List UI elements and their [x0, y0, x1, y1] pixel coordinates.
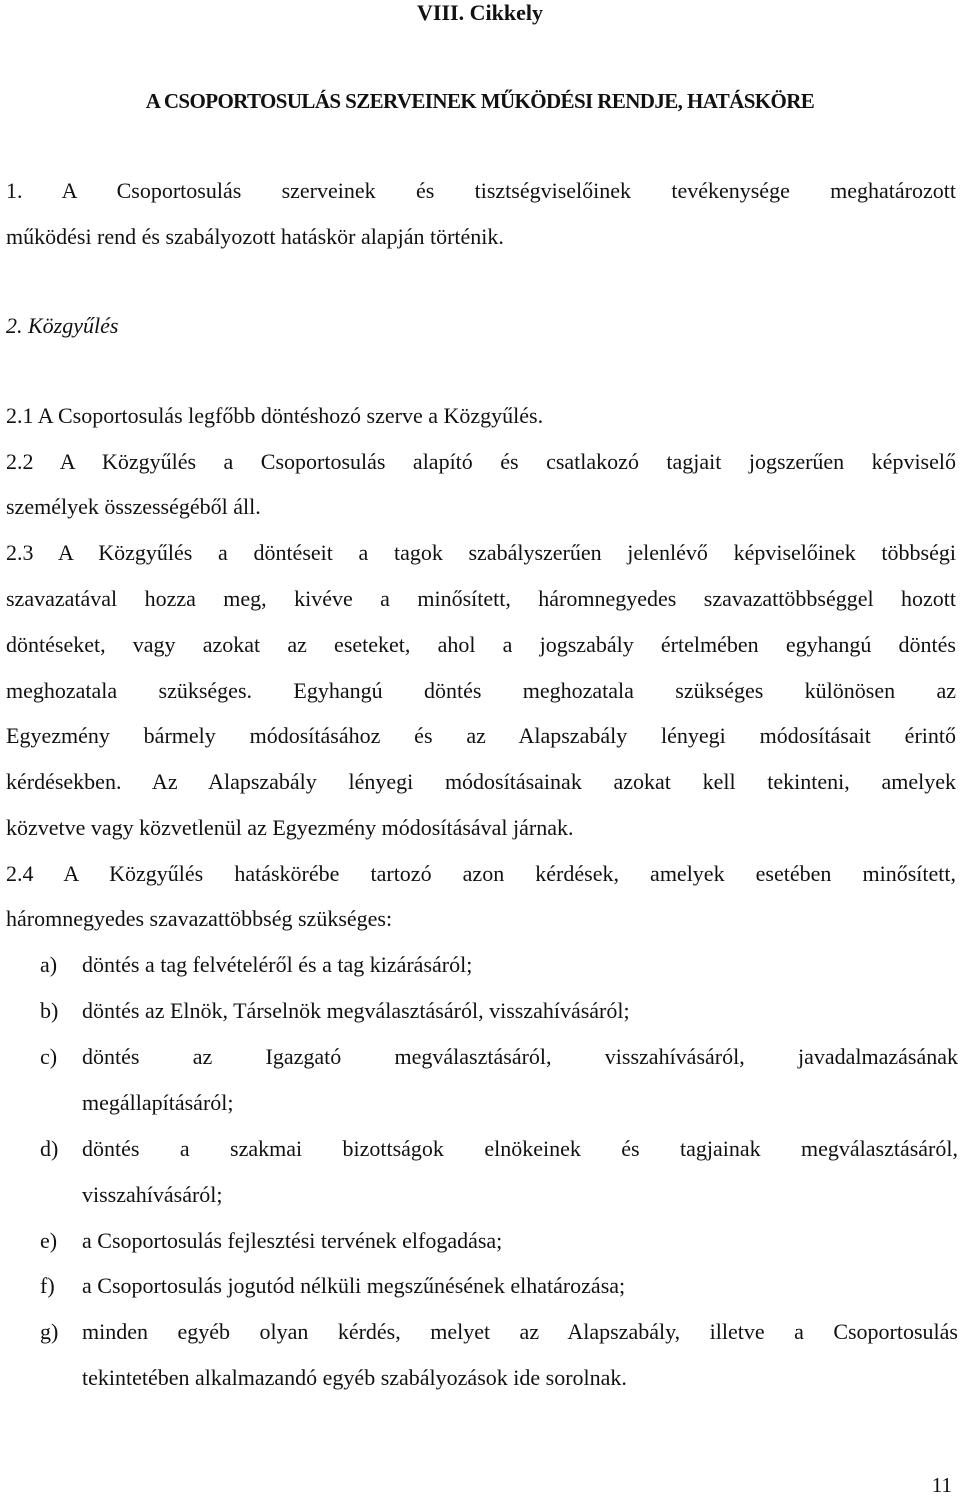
section-title: A CSOPORTOSULÁS SZERVEINEK MŰKÖDÉSI RENDJE, HATÁSKÖRE — [145, 89, 815, 113]
paragraph-2-3-line-5: Egyezmény bármely módosításához és az Alapszabály lényegi módosításait érintő — [6, 723, 956, 748]
list-text: minden egyéb olyan kérdés, melyet az Alapszabály, illetve a Csoportosulás — [82, 1319, 958, 1344]
paragraph-2-3-line-6: kérdésekben. Az Alapszabály lényegi módosításainak azokat kell tekinteni, amelyek — [6, 769, 956, 794]
paragraph-2-1: 2.1 A Csoportosulás legfőbb döntéshozó szerve a Közgyűlés. — [6, 403, 544, 428]
paragraph-2-3-line-4: meghozatala szükséges. Egyhangú döntés meghozatala szükséges különösen az — [6, 678, 956, 703]
paragraph-2-4-line-1: 2.4 A Közgyűlés hatáskörébe tartozó azon kérdések, amelyek esetében minősített, — [6, 861, 956, 886]
list-label: e) — [40, 1228, 58, 1253]
paragraph-2-2-line-2: személyek összességéből áll. — [6, 494, 261, 519]
list-label: g) — [40, 1319, 59, 1344]
list-label: d) — [40, 1136, 59, 1161]
list-label: a) — [40, 952, 58, 977]
paragraph-2-2-line-1: 2.2 A Közgyűlés a Csoportosulás alapító és csatlakozó tagjait jogszerűen képviselő — [6, 449, 956, 474]
list-text: a Csoportosulás fejlesztési tervének elfogadása; — [82, 1228, 503, 1253]
list-text: döntés a szakmai bizottságok elnökeinek és tagjainak megválasztásáról, — [82, 1136, 958, 1161]
article-heading: VIII. Cikkely — [417, 0, 543, 25]
list-text: a Csoportosulás jogutód nélküli megszűnésének elhatározása; — [82, 1273, 626, 1298]
page-number: 11 — [931, 1473, 952, 1497]
paragraph-2-4-line-2: háromnegyedes szavazattöbbség szükséges: — [6, 906, 393, 931]
paragraph-2-3-line-3: döntéseket, vagy azokat az eseteket, ahol a jogszabály értelmében egyhangú döntés — [6, 632, 956, 657]
paragraph-2-3-line-1: 2.3 A Közgyűlés a döntéseit a tagok szabályszerűen jelenlévő képviselőinek többségi — [6, 540, 956, 565]
paragraph-1-line-1: 1. A Csoportosulás szerveinek és tisztségviselőinek tevékenysége meghatározott — [6, 178, 956, 203]
list-label: c) — [40, 1044, 58, 1069]
list-text: döntés az Elnök, Társelnök megválasztásáról, visszahívásáról; — [82, 998, 630, 1023]
list-label: f) — [40, 1273, 55, 1298]
list-label: b) — [40, 998, 59, 1023]
list-text: döntés az Igazgató megválasztásáról, visszahívásáról, javadalmazásának — [82, 1044, 958, 1069]
list-text-continuation: visszahívásáról; — [82, 1182, 223, 1207]
paragraph-2-3-line-2: szavazatával hozza meg, kivéve a minősített, háromnegyedes szavazattöbbséggel hozott — [6, 586, 956, 611]
list-text: döntés a tag felvételéről és a tag kizárásáról; — [82, 952, 473, 977]
list-text-continuation: tekintetében alkalmazandó egyéb szabályozások ide sorolnak. — [82, 1365, 627, 1390]
subheading-kozgyules: 2. Közgyűlés — [6, 313, 119, 338]
list-text-continuation: megállapításáról; — [82, 1090, 234, 1115]
paragraph-2-3-line-7: közvetve vagy közvetlenül az Egyezmény módosításával járnak. — [6, 815, 574, 840]
paragraph-1-line-2: működési rend és szabályozott hatáskör alapján történik. — [6, 224, 504, 249]
